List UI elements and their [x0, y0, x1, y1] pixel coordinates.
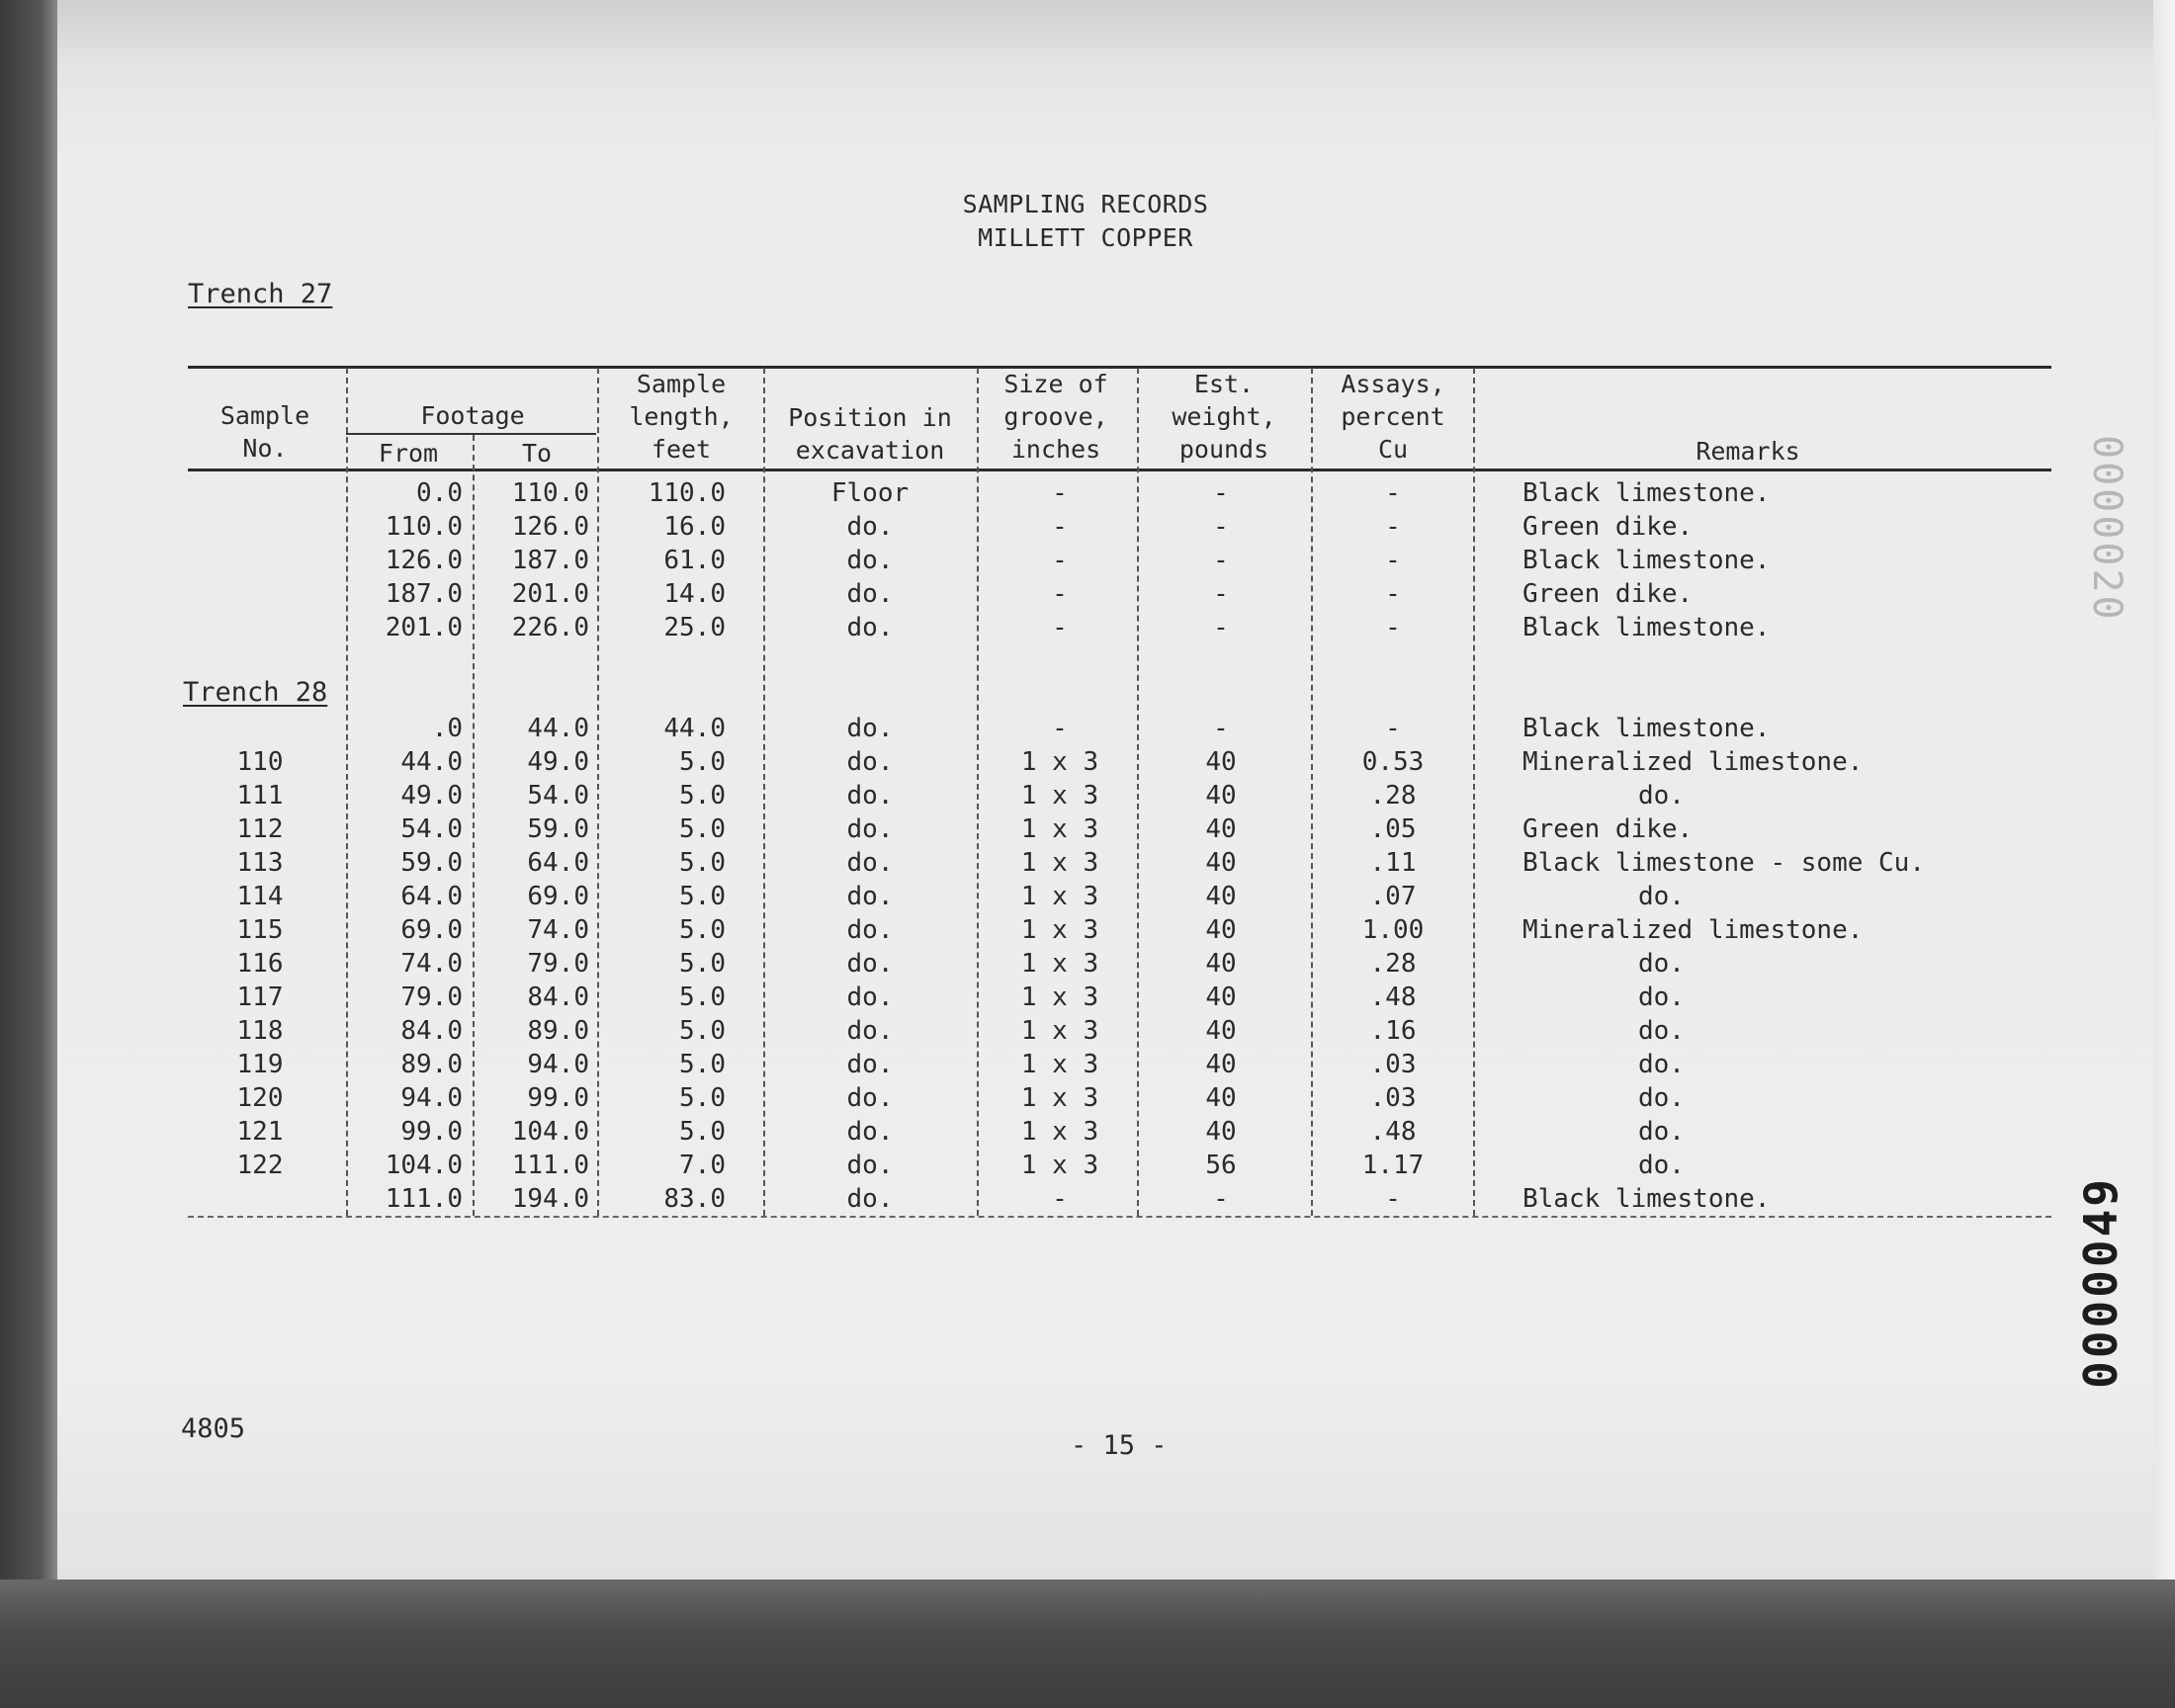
cell-from: 111.0 [385, 1184, 463, 1214]
header-groove: Size of groove, inches [1003, 370, 1108, 464]
column-divider [763, 368, 765, 1216]
cell-weight: 40 [1205, 747, 1237, 777]
cell-weight: 56 [1205, 1151, 1237, 1180]
cell-remarks: do. [1638, 1151, 1685, 1180]
cell-remarks: Green dike. [1522, 814, 1694, 844]
header-weight: Est. weight, pounds [1172, 370, 1276, 464]
document-subtitle: MILLETT COPPER [978, 223, 1193, 252]
cell-position: do. [846, 714, 894, 743]
cell-groove: - [1052, 1184, 1068, 1214]
cell-assay: .28 [1369, 949, 1417, 979]
cell-groove: 1 x 3 [1020, 814, 1099, 844]
cell-to: 226.0 [511, 613, 589, 642]
cell-to: 110.0 [511, 478, 589, 508]
cell-from: 201.0 [385, 613, 463, 642]
cell-length: 83.0 [663, 1184, 726, 1214]
cell-sample: 112 [236, 814, 284, 844]
cell-from: 49.0 [400, 781, 463, 811]
cell-to: 59.0 [527, 814, 589, 844]
cell-length: 5.0 [679, 1016, 726, 1046]
cell-groove: 1 x 3 [1020, 781, 1099, 811]
cell-assay: - [1385, 579, 1401, 609]
cell-remarks: do. [1638, 1050, 1685, 1079]
header-position: Position in excavation [788, 403, 952, 465]
header-sample-length: Sample length, feet [629, 370, 734, 464]
cell-remarks: Black limestone - some Cu. [1522, 848, 1925, 878]
cell-to: 104.0 [511, 1117, 589, 1147]
cell-sample: 120 [236, 1083, 284, 1113]
page-number: - 15 - [1071, 1430, 1168, 1461]
cell-weight: - [1213, 1184, 1229, 1214]
cell-from: 187.0 [385, 579, 463, 609]
footage-header-rule [346, 433, 596, 435]
cell-position: do. [846, 1151, 894, 1180]
cell-to: 89.0 [527, 1016, 589, 1046]
cell-remarks: do. [1638, 882, 1685, 911]
cell-groove: 1 x 3 [1020, 882, 1099, 911]
cell-length: 5.0 [679, 882, 726, 911]
cell-assay: - [1385, 478, 1401, 508]
cell-length: 5.0 [679, 915, 726, 945]
cell-position: do. [846, 1050, 894, 1079]
column-divider [346, 368, 348, 1216]
cell-weight: - [1213, 512, 1229, 542]
cell-remarks: do. [1638, 781, 1685, 811]
cell-from: 79.0 [400, 982, 463, 1012]
cell-remarks: do. [1638, 982, 1685, 1012]
cell-groove: - [1052, 579, 1068, 609]
cell-sample: 111 [236, 781, 284, 811]
cell-length: 5.0 [679, 949, 726, 979]
cell-weight: 40 [1205, 781, 1237, 811]
cell-groove: - [1052, 613, 1068, 642]
cell-sample: 121 [236, 1117, 284, 1147]
cell-from: 99.0 [400, 1117, 463, 1147]
cell-sample: 117 [236, 982, 284, 1012]
cell-length: 5.0 [679, 1083, 726, 1113]
cell-position: do. [846, 1184, 894, 1214]
cell-sample: 114 [236, 882, 284, 911]
cell-length: 5.0 [679, 1117, 726, 1147]
cell-remarks: Black limestone. [1522, 1184, 1771, 1214]
cell-sample: 115 [236, 915, 284, 945]
cell-from: 110.0 [385, 512, 463, 542]
cell-weight: - [1213, 546, 1229, 575]
cell-assay: - [1385, 613, 1401, 642]
cell-sample: 122 [236, 1151, 284, 1180]
cell-remarks: do. [1638, 1117, 1685, 1147]
column-divider [1311, 368, 1313, 1216]
header-remarks: Remarks [1696, 437, 1800, 466]
cell-to: 44.0 [527, 714, 589, 743]
cell-weight: 40 [1205, 1083, 1237, 1113]
cell-length: 25.0 [663, 613, 726, 642]
cell-groove: 1 x 3 [1020, 915, 1099, 945]
cell-weight: 40 [1205, 915, 1237, 945]
cell-position: do. [846, 949, 894, 979]
cell-assay: .16 [1369, 1016, 1417, 1046]
cell-to: 79.0 [527, 949, 589, 979]
cell-groove: 1 x 3 [1020, 1117, 1099, 1147]
cell-assay: .11 [1369, 848, 1417, 878]
cell-length: 14.0 [663, 579, 726, 609]
cell-weight: - [1213, 478, 1229, 508]
cell-to: 201.0 [511, 579, 589, 609]
scan-bottom-edge [0, 1580, 2175, 1708]
cell-remarks: do. [1638, 1016, 1685, 1046]
cell-from: 84.0 [400, 1016, 463, 1046]
cell-position: do. [846, 814, 894, 844]
cell-length: 7.0 [679, 1151, 726, 1180]
cell-length: 61.0 [663, 546, 726, 575]
cell-from: 89.0 [400, 1050, 463, 1079]
header-footage: Footage [420, 401, 525, 430]
archive-stamp-dark: 0000049 [2074, 1176, 2128, 1389]
cell-from: 94.0 [400, 1083, 463, 1113]
cell-remarks: Green dike. [1522, 512, 1694, 542]
cell-from: 54.0 [400, 814, 463, 844]
column-divider [1137, 368, 1139, 1216]
cell-position: do. [846, 546, 894, 575]
cell-groove: - [1052, 714, 1068, 743]
cell-groove: 1 x 3 [1020, 1151, 1099, 1180]
cell-to: 94.0 [527, 1050, 589, 1079]
cell-from: 44.0 [400, 747, 463, 777]
cell-from: 74.0 [400, 949, 463, 979]
cell-assay: - [1385, 714, 1401, 743]
scan-left-edge [0, 0, 57, 1708]
cell-remarks: Mineralized limestone. [1522, 915, 1864, 945]
cell-to: 111.0 [511, 1151, 589, 1180]
cell-to: 69.0 [527, 882, 589, 911]
cell-remarks: Green dike. [1522, 579, 1694, 609]
cell-weight: - [1213, 714, 1229, 743]
cell-position: do. [846, 1117, 894, 1147]
cell-to: 64.0 [527, 848, 589, 878]
cell-to: 187.0 [511, 546, 589, 575]
cell-length: 110.0 [648, 478, 726, 508]
cell-length: 5.0 [679, 1050, 726, 1079]
cell-position: do. [846, 512, 894, 542]
cell-to: 74.0 [527, 915, 589, 945]
cell-weight: - [1213, 579, 1229, 609]
cell-to: 84.0 [527, 982, 589, 1012]
cell-from: 0.0 [416, 478, 463, 508]
cell-remarks: do. [1638, 949, 1685, 979]
cell-weight: - [1213, 613, 1229, 642]
cell-remarks: Black limestone. [1522, 478, 1771, 508]
cell-position: do. [846, 1016, 894, 1046]
cell-from: 126.0 [385, 546, 463, 575]
cell-groove: - [1052, 478, 1068, 508]
cell-length: 5.0 [679, 781, 726, 811]
cell-position: do. [846, 882, 894, 911]
header-to: To [521, 439, 553, 468]
cell-remarks: do. [1638, 1083, 1685, 1113]
cell-from: 104.0 [385, 1151, 463, 1180]
document-title: SAMPLING RECORDS [962, 190, 1209, 218]
cell-groove: 1 x 3 [1020, 1050, 1099, 1079]
cell-remarks: Mineralized limestone. [1522, 747, 1864, 777]
cell-position: do. [846, 747, 894, 777]
cell-weight: 40 [1205, 982, 1237, 1012]
cell-groove: 1 x 3 [1020, 747, 1099, 777]
archive-stamp-light: 0000020 [2084, 435, 2130, 623]
cell-weight: 40 [1205, 814, 1237, 844]
cell-position: Floor [830, 478, 910, 508]
cell-to: 194.0 [511, 1184, 589, 1214]
cell-assay: - [1385, 1184, 1401, 1214]
cell-groove: 1 x 3 [1020, 949, 1099, 979]
cell-assay: .48 [1369, 1117, 1417, 1147]
cell-assay: .07 [1369, 882, 1417, 911]
cell-to: 49.0 [527, 747, 589, 777]
cell-length: 5.0 [679, 848, 726, 878]
cell-remarks: Black limestone. [1522, 613, 1771, 642]
cell-to: 54.0 [527, 781, 589, 811]
cell-length: 44.0 [663, 714, 726, 743]
cell-to: 126.0 [511, 512, 589, 542]
cell-weight: 40 [1205, 1117, 1237, 1147]
cell-groove: - [1052, 546, 1068, 575]
cell-weight: 40 [1205, 882, 1237, 911]
cell-position: do. [846, 579, 894, 609]
cell-length: 5.0 [679, 814, 726, 844]
column-divider [597, 368, 599, 1216]
column-divider [1473, 368, 1475, 1216]
cell-position: do. [846, 613, 894, 642]
cell-groove: 1 x 3 [1020, 1083, 1099, 1113]
cell-assay: 0.53 [1361, 747, 1425, 777]
cell-position: do. [846, 915, 894, 945]
cell-from: .0 [431, 714, 463, 743]
header-assays: Assays, percent Cu [1341, 370, 1445, 464]
cell-assay: - [1385, 546, 1401, 575]
cell-length: 5.0 [679, 747, 726, 777]
cell-length: 16.0 [663, 512, 726, 542]
cell-position: do. [846, 982, 894, 1012]
cell-from: 59.0 [400, 848, 463, 878]
cell-assay: .48 [1369, 982, 1417, 1012]
cell-position: do. [846, 781, 894, 811]
trench-27-label: Trench 27 [188, 279, 333, 309]
cell-assay: .28 [1369, 781, 1417, 811]
cell-assay: .03 [1369, 1050, 1417, 1079]
cell-sample: 116 [236, 949, 284, 979]
header-from: From [378, 439, 439, 468]
cell-from: 69.0 [400, 915, 463, 945]
cell-from: 64.0 [400, 882, 463, 911]
cell-weight: 40 [1205, 1016, 1237, 1046]
cell-assay: 1.00 [1361, 915, 1425, 945]
cell-groove: - [1052, 512, 1068, 542]
table-bottom-rule [188, 1216, 2051, 1218]
document-page [57, 0, 2153, 1580]
cell-remarks: Black limestone. [1522, 546, 1771, 575]
cell-groove: 1 x 3 [1020, 848, 1099, 878]
cell-remarks: Black limestone. [1522, 714, 1771, 743]
cell-weight: 40 [1205, 949, 1237, 979]
table-header-rule [188, 469, 2051, 471]
cell-assay: .03 [1369, 1083, 1417, 1113]
cell-weight: 40 [1205, 1050, 1237, 1079]
header-sample-no: Sample No. [219, 401, 310, 463]
cell-groove: 1 x 3 [1020, 1016, 1099, 1046]
document-number: 4805 [181, 1413, 246, 1444]
cell-assay: - [1385, 512, 1401, 542]
cell-sample: 110 [236, 747, 284, 777]
cell-sample: 119 [236, 1050, 284, 1079]
cell-assay: .05 [1369, 814, 1417, 844]
cell-sample: 113 [236, 848, 284, 878]
cell-position: do. [846, 848, 894, 878]
cell-groove: 1 x 3 [1020, 982, 1099, 1012]
cell-assay: 1.17 [1361, 1151, 1425, 1180]
cell-to: 99.0 [527, 1083, 589, 1113]
cell-position: do. [846, 1083, 894, 1113]
trench-28-label: Trench 28 [183, 677, 328, 708]
cell-sample: 118 [236, 1016, 284, 1046]
column-divider [977, 368, 979, 1216]
cell-weight: 40 [1205, 848, 1237, 878]
cell-length: 5.0 [679, 982, 726, 1012]
column-divider [473, 435, 475, 1216]
